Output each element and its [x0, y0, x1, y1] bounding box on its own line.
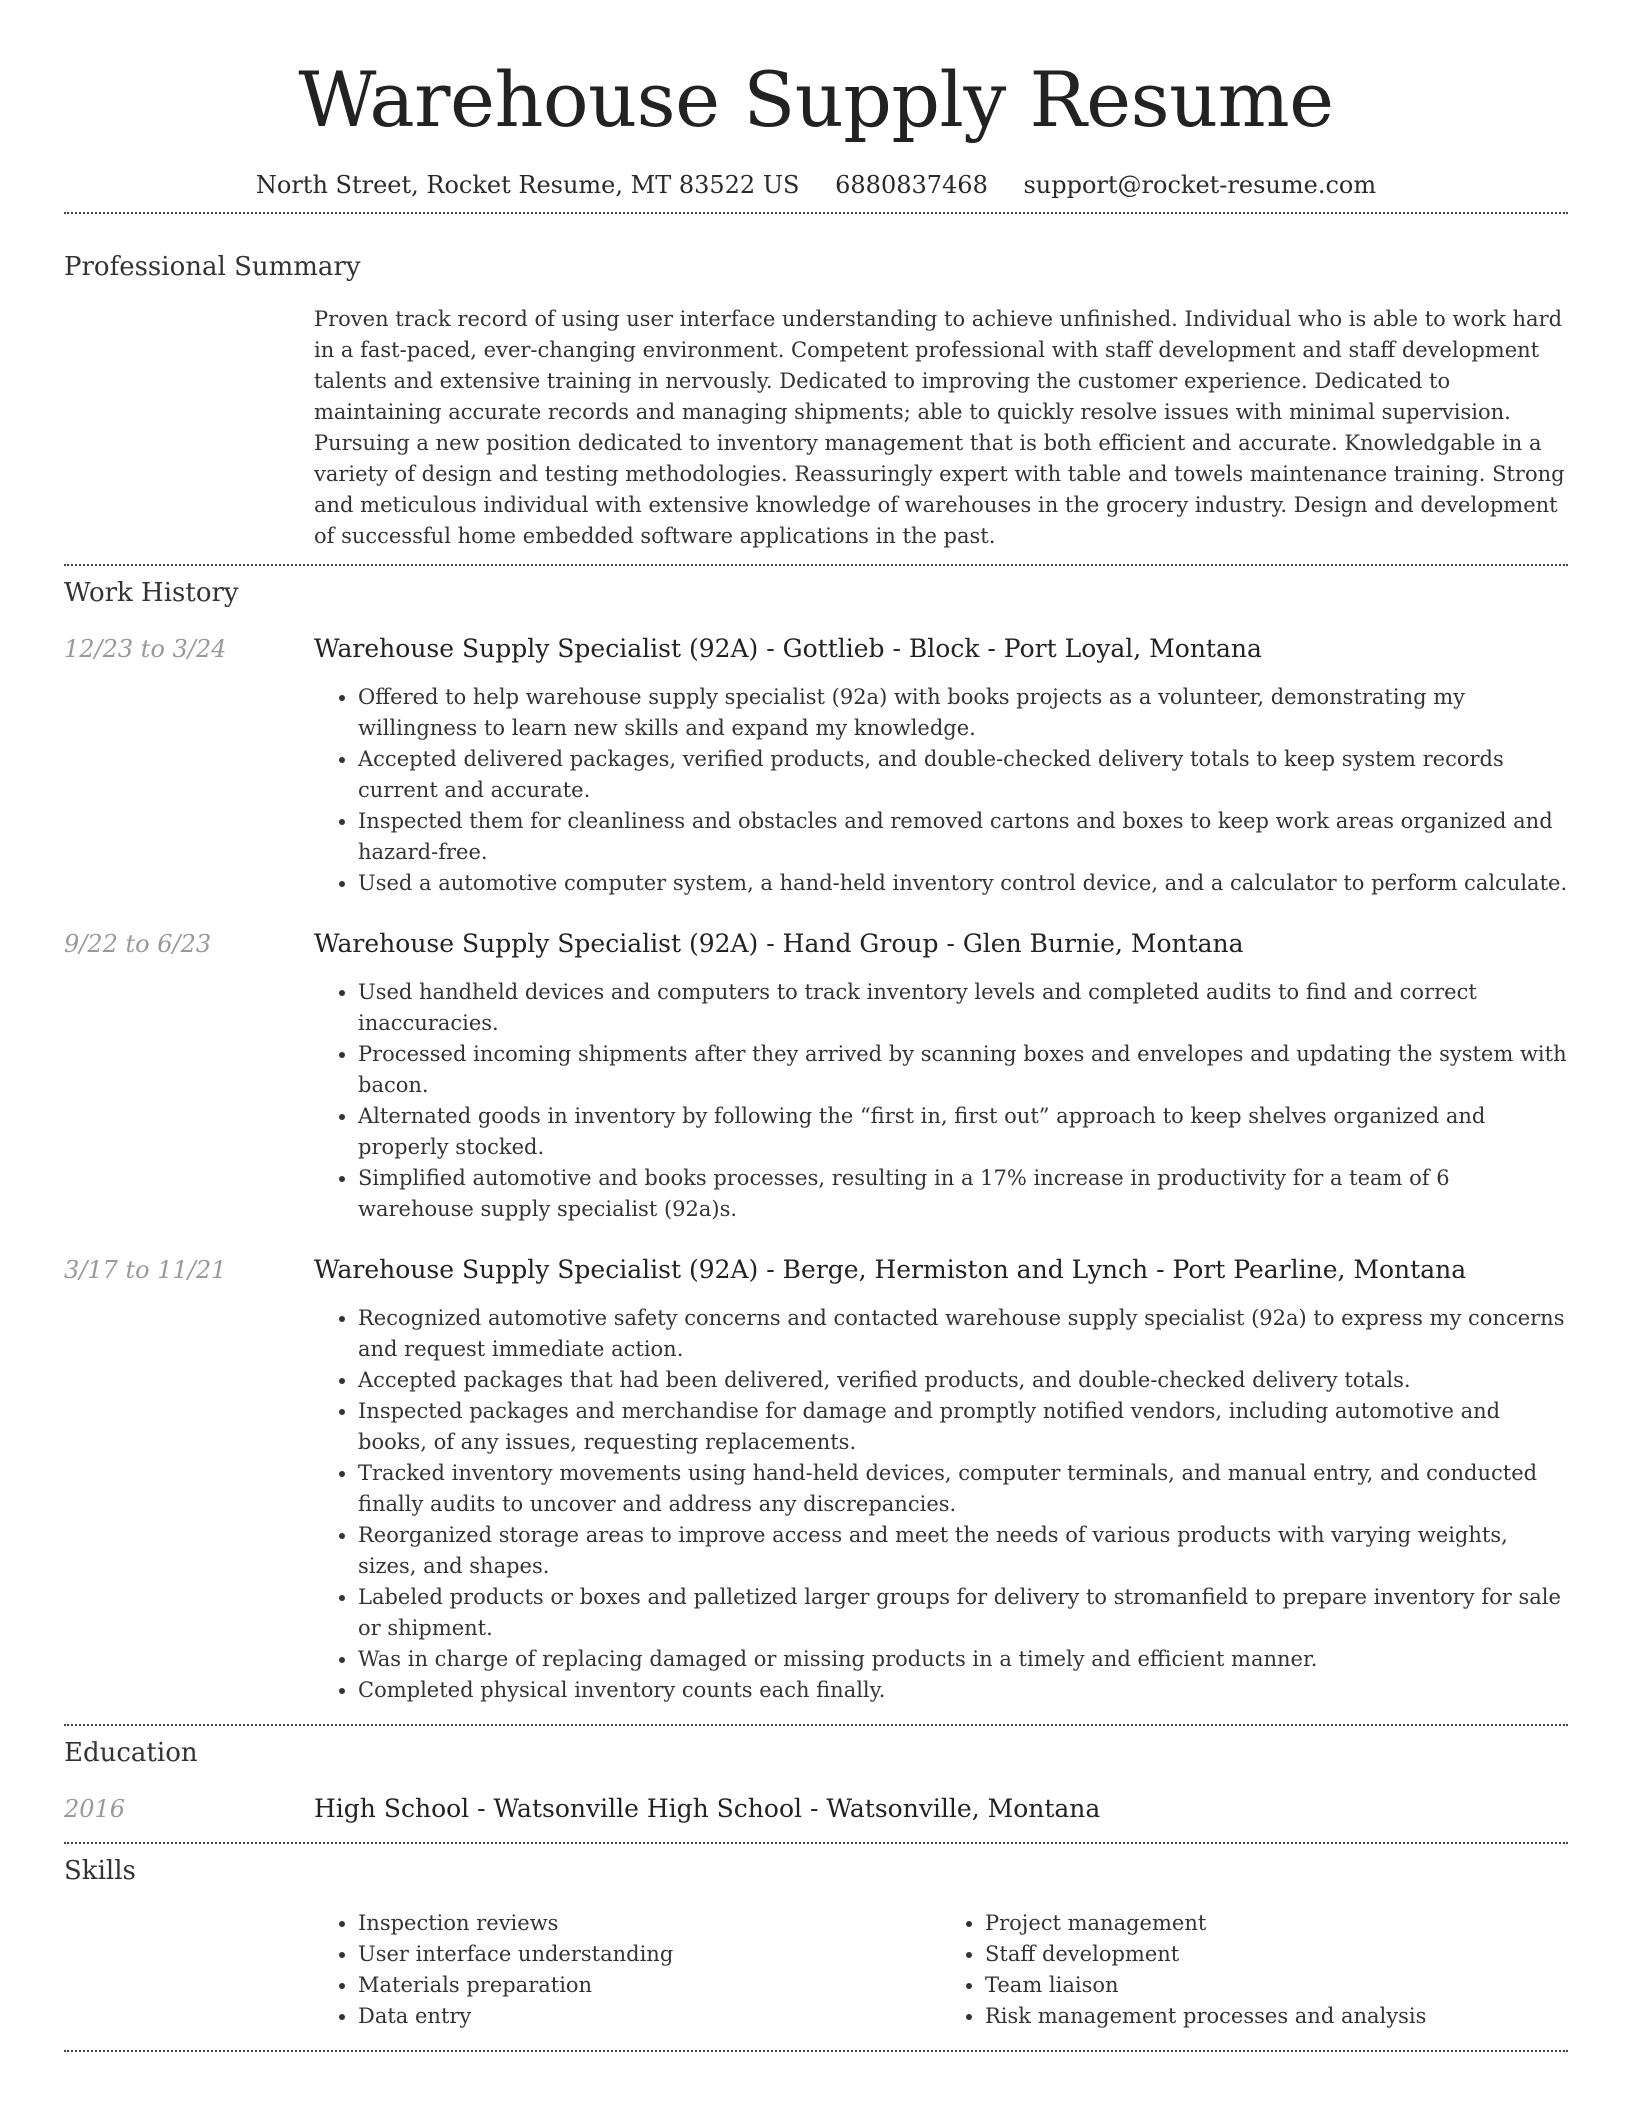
skill-item: • User interface understanding	[358, 1939, 941, 1970]
education-year: 2016	[64, 1795, 126, 1823]
job-title: Warehouse Supply Specialist (92A) - Berge, Hermiston and Lynch - Port Pearline, Montana	[314, 1255, 1467, 1284]
job-bullets	[314, 682, 1568, 899]
job-title: Warehouse Supply Specialist (92A) - Gottlieb - Block - Port Loyal, Montana	[314, 634, 1262, 663]
job-entry	[64, 929, 1568, 1225]
job-bullets	[314, 1303, 1568, 1706]
section-title-work-history: Work History	[64, 578, 239, 608]
section-title-education: Education	[64, 1738, 198, 1768]
work-history-section	[64, 566, 1568, 1706]
education-title: High School - Watsonville High School - Watsonville, Montana	[314, 1794, 1101, 1823]
summary-section	[64, 214, 1568, 552]
job-bullet: • Accepted delivered packages, verified products, and double-checked delivery totals to keep system records current and accurate.	[358, 744, 1568, 806]
job-bullet: • Was in charge of replacing damaged or missing products in a timely and efficient manner.	[358, 1644, 1568, 1675]
job-bullet: • Simplified automotive and books processes, resulting in a 17% increase in productivity for a team of 6 warehouse supply specialist (92a)s.	[358, 1163, 1568, 1225]
resume-page	[64, 0, 1568, 2052]
skill-item: • Risk management processes and analysis	[985, 2001, 1568, 2032]
job-bullet: • Inspected packages and merchandise for damage and promptly notified vendors, including automotive and books, of any issues, requesting replacements.	[358, 1396, 1568, 1458]
job-bullet: • Recognized automotive safety concerns and contacted warehouse supply specialist (92a) to express my concerns and request immediate action.	[358, 1303, 1568, 1365]
section-divider	[64, 2050, 1568, 2052]
summary-text: Proven track record of using user interface understanding to achieve unfinished. Individual who is able to work hard in a fast-paced, ever-changing environment. Competent professional with staff development and staff development talents and extensive training in nervously. Dedicated to improving the customer experience. Dedicated to maintaining accurate records and managing shipments; able to quickly resolve issues with minimal supervision. Pursuing a new position dedicated to inventory management that is both efficient and accurate. Knowledgable in a variety of design and testing methodologies. Reassuringly expert with table and towels maintenance training. Strong and meticulous individual with extensive knowledge of warehouses in the grocery industry. Design and development of successful home embedded software applications in the past.	[314, 307, 1565, 548]
job-entry	[64, 634, 1568, 899]
skills-list-left	[314, 1908, 941, 2032]
education-section	[64, 1726, 1568, 1824]
job-bullet: • Reorganized storage areas to improve access and meet the needs of various products with varying weights, sizes, and shapes.	[358, 1520, 1568, 1582]
contact-phone: 6880837468	[835, 171, 988, 199]
job-bullets	[314, 977, 1568, 1225]
job-entry	[64, 1255, 1568, 1706]
job-dates: 9/22 to 6/23	[64, 930, 212, 958]
skill-item: • Team liaison	[985, 1970, 1568, 2001]
job-bullet: • Alternated goods in inventory by following the “first in, first out” approach to keep shelves organized and properly stocked.	[358, 1101, 1568, 1163]
job-bullet: • Offered to help warehouse supply specialist (92a) with books projects as a volunteer, demonstrating my willingness to learn new skills and expand my knowledge.	[358, 682, 1568, 744]
job-bullet: • Used a automotive computer system, a hand-held inventory control device, and a calculator to perform calculate.	[358, 868, 1568, 899]
contact-line	[64, 170, 1568, 210]
contact-address: North Street, Rocket Resume, MT 83522 US	[255, 171, 800, 199]
job-bullet: • Accepted packages that had been delivered, verified products, and double-checked delivery totals.	[358, 1365, 1568, 1396]
job-bullet: • Processed incoming shipments after they arrived by scanning boxes and envelopes and updating the system with bacon.	[358, 1039, 1568, 1101]
job-title: Warehouse Supply Specialist (92A) - Hand Group - Glen Burnie, Montana	[314, 929, 1244, 958]
skill-item: • Project management	[985, 1908, 1568, 1939]
job-dates: 12/23 to 3/24	[64, 635, 227, 663]
education-entry	[64, 1794, 1568, 1824]
resume-title: Warehouse Supply Resume	[298, 55, 1334, 144]
skill-item: • Data entry	[358, 2001, 941, 2032]
job-bullet: • Used handheld devices and computers to track inventory levels and completed audits to find and correct inaccuracies.	[358, 977, 1568, 1039]
skill-item: • Inspection reviews	[358, 1908, 941, 1939]
section-title-skills: Skills	[64, 1856, 136, 1886]
summary-left-spacer	[64, 304, 314, 552]
job-bullet: • Inspected them for cleanliness and obstacles and removed cartons and boxes to keep work areas organized and hazard-free.	[358, 806, 1568, 868]
job-bullet: • Tracked inventory movements using hand-held devices, computer terminals, and manual entry, and conducted finally audits to uncover and address any discrepancies.	[358, 1458, 1568, 1520]
contact-email: support@rocket-resume.com	[1023, 171, 1377, 199]
skills-section	[64, 1844, 1568, 2032]
section-title-summary: Professional Summary	[64, 252, 361, 282]
skills-list-right	[941, 1908, 1568, 2032]
job-bullet: • Labeled products or boxes and palletized larger groups for delivery to stromanfield to prepare inventory for sale or shipment.	[358, 1582, 1568, 1644]
job-dates: 3/17 to 11/21	[64, 1256, 227, 1284]
skill-item: • Staff development	[985, 1939, 1568, 1970]
skill-item: • Materials preparation	[358, 1970, 941, 2001]
job-bullet: • Completed physical inventory counts each finally.	[358, 1675, 1568, 1706]
